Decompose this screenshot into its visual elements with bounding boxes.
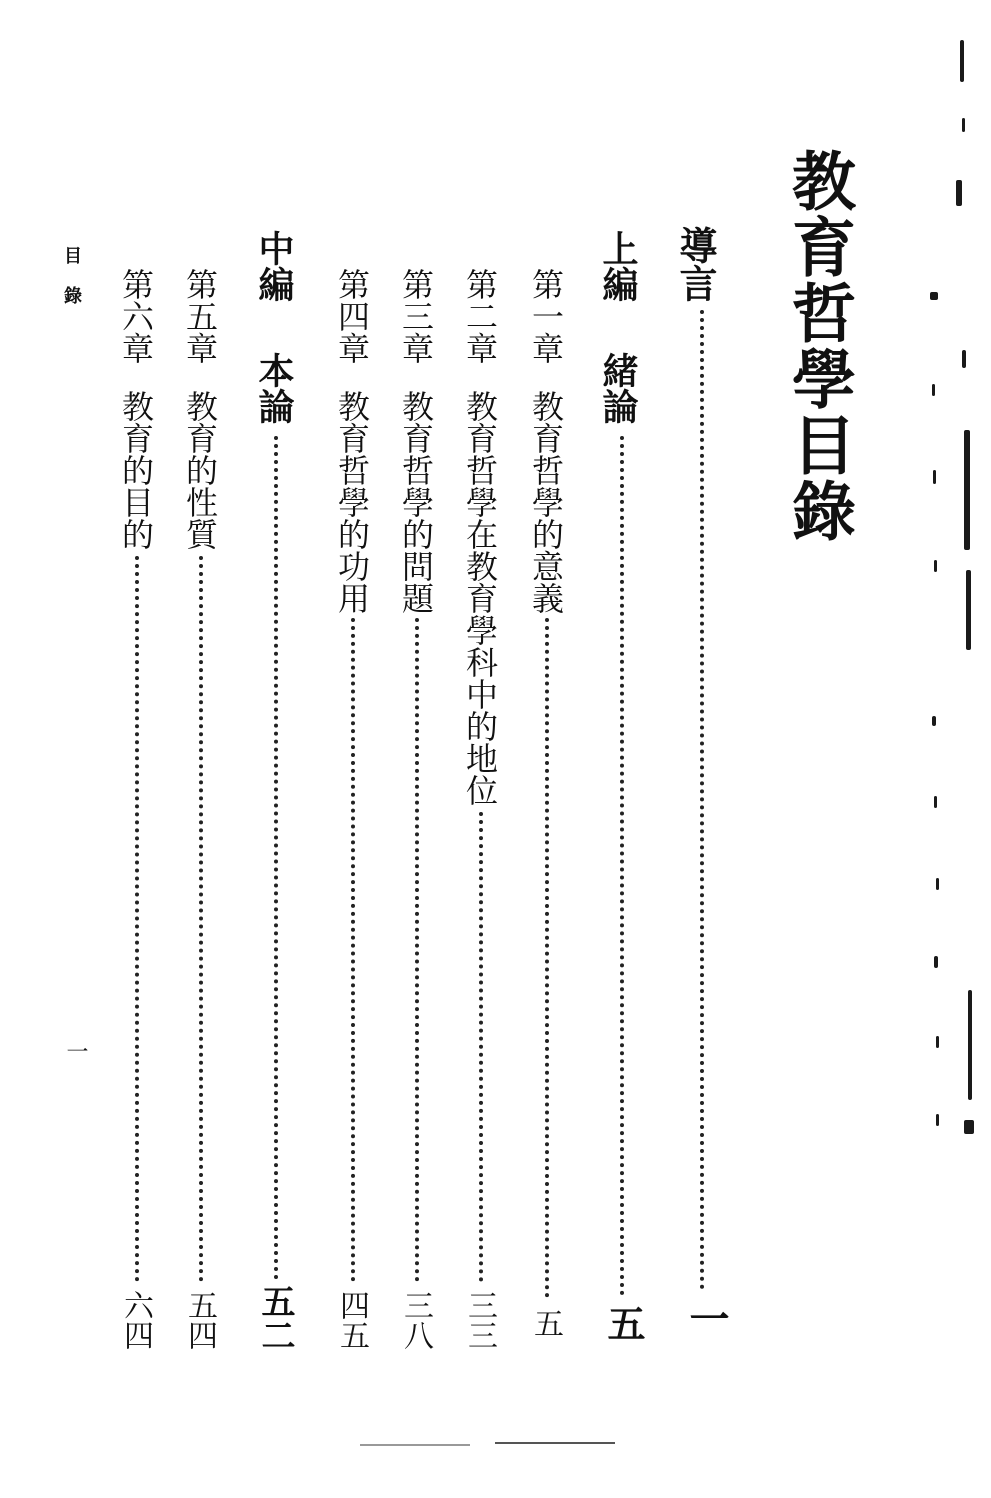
toc-ch4-page: 四五	[334, 1290, 369, 1350]
toc-ch2-leader	[479, 812, 483, 1282]
toc-ch2-title: 教育哲學在教育學科中的地位	[461, 390, 499, 806]
toc-intro-label: 導言	[673, 226, 718, 302]
toc-ch4-leader	[351, 618, 355, 1282]
toc-ch1-label: 第一章	[527, 268, 565, 364]
toc-ch1-page: 五	[528, 1308, 563, 1338]
toc-ch6-leader	[135, 556, 139, 1282]
running-header: 目錄	[61, 246, 82, 326]
toc-ch1-title: 教育哲學的意義	[527, 390, 565, 614]
folio: 一	[63, 1040, 88, 1062]
toc-part2-page: 五二	[255, 1284, 295, 1352]
toc-ch1-leader	[545, 618, 549, 1298]
toc-part1-leader	[620, 436, 624, 1296]
toc-ch4-title: 教育哲學的功用	[333, 390, 371, 614]
toc-part2-label: 中編	[253, 230, 295, 302]
toc-ch3-label: 第三章	[397, 268, 435, 364]
book-title: 教育哲學目錄	[781, 148, 856, 544]
toc-ch5-label: 第五章	[181, 268, 219, 364]
toc-ch6-label: 第六章	[117, 268, 155, 364]
toc-part2-title: 本論	[253, 352, 295, 424]
toc-ch3-leader	[415, 618, 419, 1282]
toc-ch3-title: 教育哲學的問題	[397, 390, 435, 614]
toc-ch6-title: 教育的目的	[117, 390, 155, 550]
toc-part2-leader	[274, 436, 278, 1280]
toc-ch5-page: 五四	[182, 1290, 217, 1350]
toc-part1-page: 五	[601, 1304, 646, 1342]
toc-part1-title: 緒論	[597, 352, 639, 424]
toc-ch5-leader	[199, 556, 203, 1282]
toc-ch2-label: 第二章	[461, 268, 499, 364]
toc-part1-label: 上編	[597, 230, 639, 302]
toc-intro-page: 一	[683, 1298, 730, 1338]
toc-ch5-title: 教育的性質	[181, 390, 219, 550]
toc-ch3-page: 三八	[398, 1290, 433, 1350]
toc-ch2-page: 三三	[462, 1290, 497, 1350]
toc-ch6-page: 六四	[118, 1290, 153, 1350]
toc-ch4-label: 第四章	[333, 268, 371, 364]
toc-intro-leader	[700, 310, 704, 1290]
